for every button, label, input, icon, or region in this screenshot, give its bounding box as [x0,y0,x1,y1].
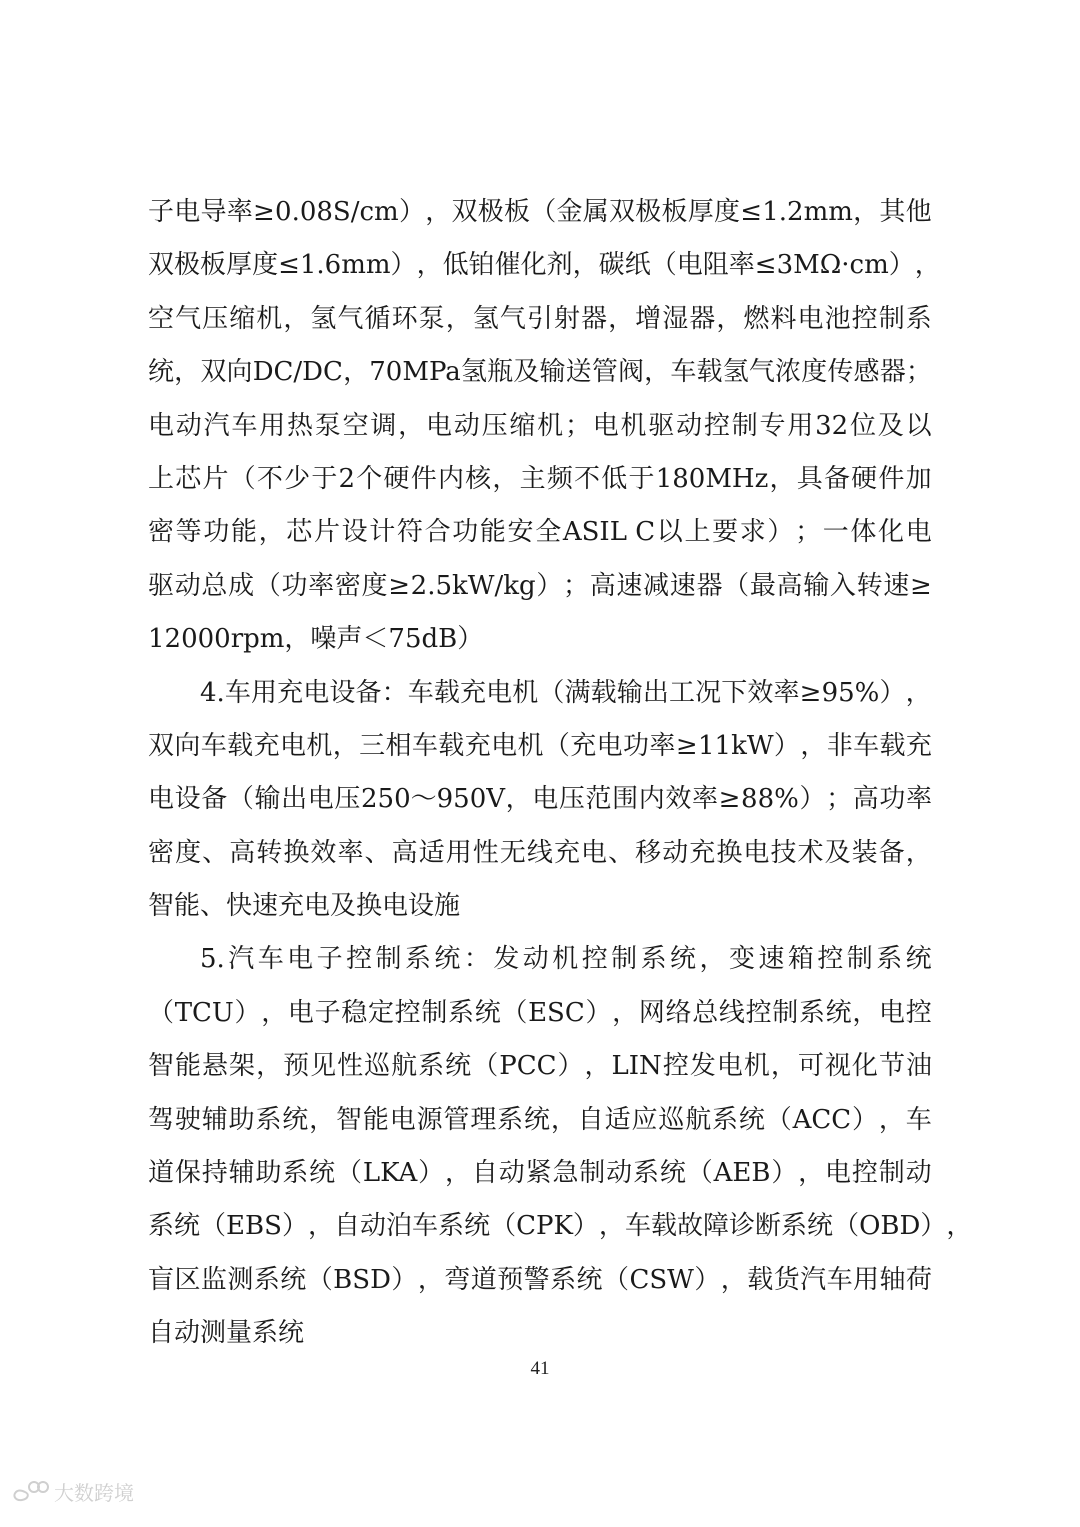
text-line: 电 动 汽 车 用 热 泵 空 调 ， 电 动 压 缩 机 ； 电 机 驱 动 控 制 专 用 32 位 及 以 [148,410,932,441]
text-line: 密 等 功 能 ， 芯 片 设 计 符 合 功 能 安 全 ASIL C 以 上 要 求 ） ； 一 体 化 电 [148,517,932,548]
text-line: 双 向 车 载 充 电 机 ， 三 相 车 载 充 电 机 （ 充 电 功 率 ≥ 11kW ） ， 非 车 载 充 [148,730,932,761]
watermark [10,1476,134,1506]
text-line: 盲 区 监 测 系 统 （ BSD ） ， 弯 道 预 警 系 统 （ CSW ） ， 载 货 汽 车 用 轴 荷 [148,1264,932,1295]
text-line: 驾 驶 辅 助 系 统 ， 智 能 电 源 管 理 系 统 ， 自 适 应 巡 航 系 统 （ ACC ） ， 车 [148,1104,932,1135]
text-line: 4. 车 用 充 电 设 备 ： 车 载 充 电 机 （ 满 载 输 出 工 况 下 效 率 ≥ 95% ） ， [200,677,932,708]
text-line: 道 保 持 辅 助 系 统 （ LKA ） ， 自 动 紧 急 制 动 系 统 （ AEB ） ， 电 控 制 动 [148,1158,932,1189]
text-line: 电 设 备 （ 输 出 电 压 250～950V ， 电 压 范 围 内 效 率 ≥ 88% ） ； 高 功 率 [148,784,932,815]
text-line: 系 统 （ EBS ） ， 自 动 泊 车 系 统 （ CPK ） ， 车 载 故 障 诊 断 系 统 （ OBD ） ， [148,1211,973,1242]
text-line: 自动测量系统 [148,1318,305,1349]
text-line: 统 ， 双 向 DC/DC ， 70MPa 氢 瓶 及 输 送 管 阀 ， 车 载 氢 气 浓 度 传 感 器 ； [148,357,932,388]
text-line: 驱 动 总 成 （ 功 率 密 度 ≥ 2.5kW/kg ） ； 高 速 减 速 器 （ 最 高 输 入 转 速 ≥ [148,570,932,601]
text-line: 5. 汽 车 电 子 控 制 系 统 ： 发 动 机 控 制 系 统 ， 变 速 箱 控 制 系 统 [200,944,932,975]
text-line: 12000rpm，噪声＜75dB） [148,624,484,655]
text-line: 上 芯 片 （ 不 少 于 2 个 硬 件 内 核 ， 主 频 不 低 于 180MHz ， 具 备 硬 件 加 [148,463,932,494]
text-line: 智 能 悬 架 ， 预 见 性 巡 航 系 统 （ PCC ） ， LIN 控 发 电 机 ， 可 视 化 节 油 [148,1051,932,1082]
watermark-text: 大数跨境 [54,1480,134,1505]
text-line: 密 度 、 高 转 换 效 率 、 高 适 用 性 无 线 充 电 、 移 动 充 换 电 技 术 及 装 备 ， [148,837,932,868]
text-line: （ TCU ） ， 电 子 稳 定 控 制 系 统 （ ESC ） ， 网 络 总 线 控 制 系 统 ， 电 控 [148,997,932,1028]
watermark-logo-icon [10,1478,50,1504]
body-text [148,186,973,1361]
page-number: 41 [530,1358,550,1379]
text-line: 子 电 导 率 ≥ 0.08S/cm ） ， 双 极 板 （ 金 属 双 极 板 厚 度 ≤ 1.2mm ， 其 他 [148,197,932,227]
text-line: 智能、快速充电及换电设施 [148,891,461,922]
text-line: 空 气 压 缩 机 ， 氢 气 循 环 泵 ， 氢 气 引 射 器 ， 增 湿 器 ， 燃 料 电 池 控 制 系 [148,303,932,334]
text-line: 双 极 板 厚 度 ≤ 1.6mm ） ， 低 铂 催 化 剂 ， 碳 纸 （ 电 阻 率 ≤ 3MΩ·cm ） ， [148,250,941,281]
